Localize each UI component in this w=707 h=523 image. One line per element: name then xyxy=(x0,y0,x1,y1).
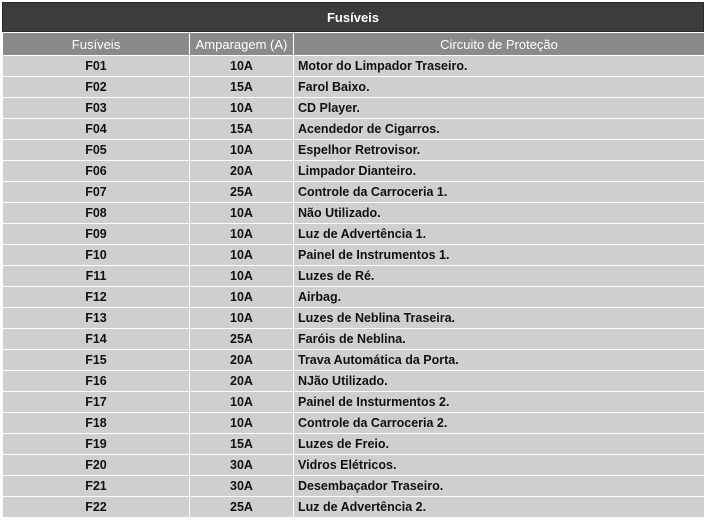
table-row xyxy=(3,224,705,245)
fuse-id-cell: F07 xyxy=(3,182,190,203)
table-row xyxy=(3,140,705,161)
header-row xyxy=(3,33,705,56)
amperage-cell: 10A xyxy=(190,245,294,266)
amperage-cell: 10A xyxy=(190,266,294,287)
fuse-id-cell: F12 xyxy=(3,287,190,308)
fuse-id-cell: F01 xyxy=(3,56,190,77)
circuit-cell: CD Player. xyxy=(294,98,705,119)
amperage-cell: 10A xyxy=(190,56,294,77)
table-row xyxy=(3,392,705,413)
table-row xyxy=(3,161,705,182)
fuse-id-cell: F13 xyxy=(3,308,190,329)
circuit-cell: Luz de Advertência 2. xyxy=(294,497,705,518)
amperage-cell: 10A xyxy=(190,392,294,413)
circuit-cell: Limpador Dianteiro. xyxy=(294,161,705,182)
circuit-cell: Motor do Limpador Traseiro. xyxy=(294,56,705,77)
fuse-table xyxy=(2,32,705,518)
table-row xyxy=(3,434,705,455)
fuse-table-container xyxy=(2,2,704,518)
circuit-cell: Luz de Advertência 1. xyxy=(294,224,705,245)
amperage-cell: 10A xyxy=(190,98,294,119)
circuit-cell: Não Utilizado. xyxy=(294,203,705,224)
table-row xyxy=(3,329,705,350)
fuse-id-cell: F10 xyxy=(3,245,190,266)
amperage-cell: 25A xyxy=(190,497,294,518)
amperage-cell: 15A xyxy=(190,119,294,140)
circuit-cell: NJão Utilizado. xyxy=(294,371,705,392)
amperage-cell: 15A xyxy=(190,77,294,98)
amperage-cell: 25A xyxy=(190,182,294,203)
table-row xyxy=(3,182,705,203)
table-row xyxy=(3,455,705,476)
circuit-cell: Espelhor Retrovisor. xyxy=(294,140,705,161)
table-row xyxy=(3,350,705,371)
table-row xyxy=(3,497,705,518)
circuit-cell: Acendedor de Cigarros. xyxy=(294,119,705,140)
fuse-id-cell: F11 xyxy=(3,266,190,287)
fuse-id-cell: F04 xyxy=(3,119,190,140)
fuse-id-cell: F03 xyxy=(3,98,190,119)
fuse-id-cell: F22 xyxy=(3,497,190,518)
fuse-id-cell: F20 xyxy=(3,455,190,476)
fuse-id-cell: F19 xyxy=(3,434,190,455)
circuit-cell: Faróis de Neblina. xyxy=(294,329,705,350)
column-header-amperage: Amparagem (A) xyxy=(190,33,294,56)
amperage-cell: 25A xyxy=(190,329,294,350)
fuse-id-cell: F08 xyxy=(3,203,190,224)
table-row xyxy=(3,203,705,224)
table-row xyxy=(3,245,705,266)
fuse-id-cell: F18 xyxy=(3,413,190,434)
table-row xyxy=(3,119,705,140)
circuit-cell: Desembaçador Traseiro. xyxy=(294,476,705,497)
amperage-cell: 20A xyxy=(190,371,294,392)
amperage-cell: 10A xyxy=(190,287,294,308)
table-row xyxy=(3,98,705,119)
amperage-cell: 10A xyxy=(190,308,294,329)
table-row xyxy=(3,56,705,77)
column-header-circuit: Circuito de Proteção xyxy=(294,33,705,56)
amperage-cell: 10A xyxy=(190,224,294,245)
table-row xyxy=(3,77,705,98)
table-title: Fusíveis xyxy=(2,2,704,32)
table-row xyxy=(3,287,705,308)
circuit-cell: Trava Automática da Porta. xyxy=(294,350,705,371)
circuit-cell: Luzes de Ré. xyxy=(294,266,705,287)
circuit-cell: Controle da Carroceria 2. xyxy=(294,413,705,434)
fuse-id-cell: F02 xyxy=(3,77,190,98)
column-header-fuse: Fusíveis xyxy=(3,33,190,56)
amperage-cell: 15A xyxy=(190,434,294,455)
circuit-cell: Farol Baixo. xyxy=(294,77,705,98)
amperage-cell: 30A xyxy=(190,476,294,497)
amperage-cell: 30A xyxy=(190,455,294,476)
amperage-cell: 10A xyxy=(190,203,294,224)
fuse-id-cell: F21 xyxy=(3,476,190,497)
amperage-cell: 10A xyxy=(190,140,294,161)
table-row xyxy=(3,371,705,392)
fuse-id-cell: F14 xyxy=(3,329,190,350)
fuse-id-cell: F05 xyxy=(3,140,190,161)
circuit-cell: Vidros Elétricos. xyxy=(294,455,705,476)
circuit-cell: Luzes de Neblina Traseira. xyxy=(294,308,705,329)
circuit-cell: Airbag. xyxy=(294,287,705,308)
fuse-id-cell: F16 xyxy=(3,371,190,392)
table-row xyxy=(3,476,705,497)
fuse-id-cell: F09 xyxy=(3,224,190,245)
fuse-id-cell: F17 xyxy=(3,392,190,413)
amperage-cell: 10A xyxy=(190,413,294,434)
table-body xyxy=(3,56,705,518)
amperage-cell: 20A xyxy=(190,161,294,182)
fuse-id-cell: F15 xyxy=(3,350,190,371)
circuit-cell: Painel de Insturmentos 2. xyxy=(294,392,705,413)
table-row xyxy=(3,266,705,287)
table-row xyxy=(3,413,705,434)
fuse-id-cell: F06 xyxy=(3,161,190,182)
circuit-cell: Controle da Carroceria 1. xyxy=(294,182,705,203)
circuit-cell: Luzes de Freio. xyxy=(294,434,705,455)
table-row xyxy=(3,308,705,329)
amperage-cell: 20A xyxy=(190,350,294,371)
circuit-cell: Painel de Instrumentos 1. xyxy=(294,245,705,266)
